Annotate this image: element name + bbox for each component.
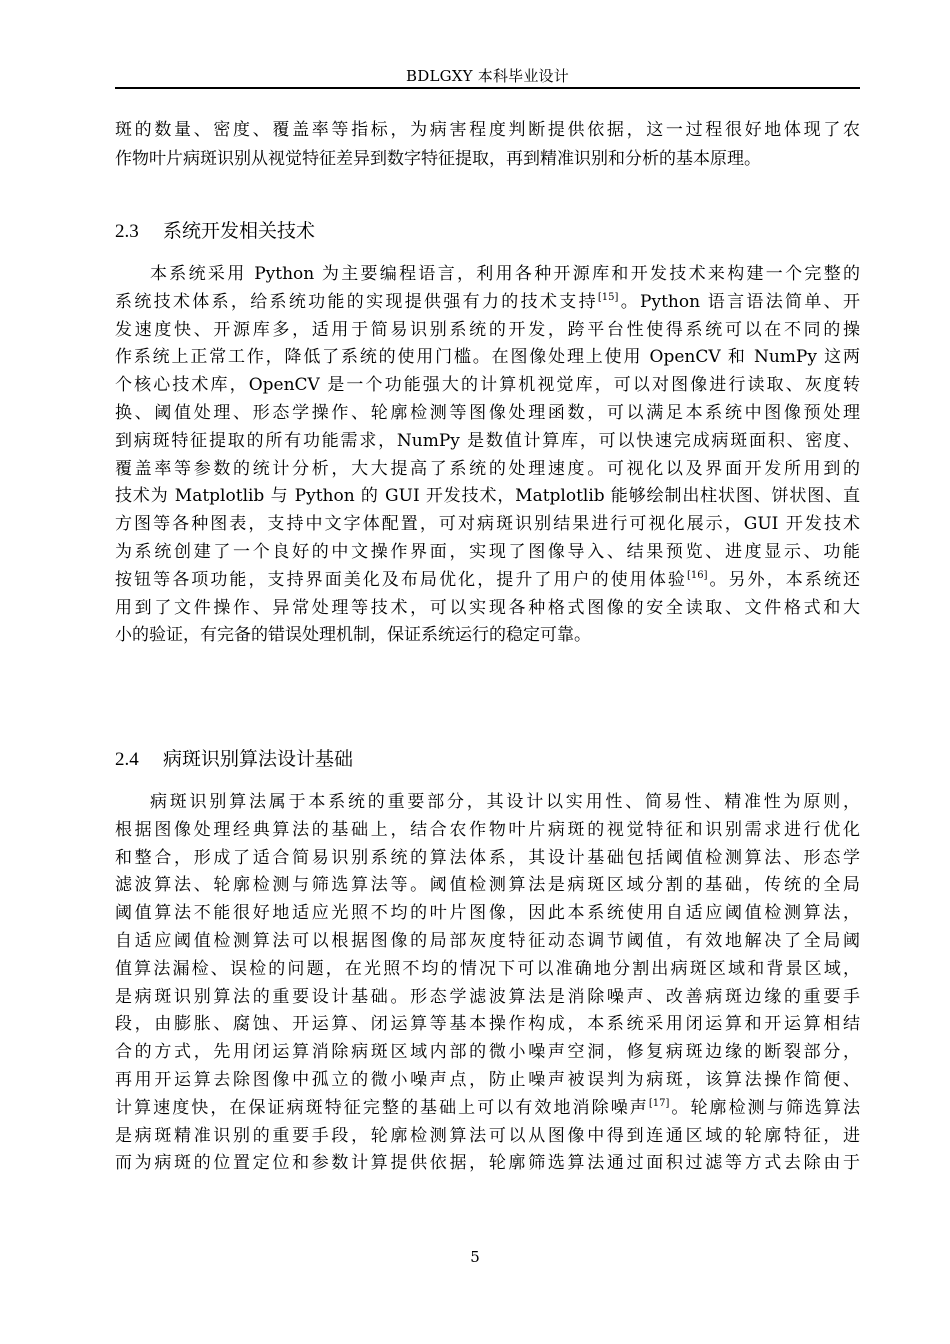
text-line: 和整合，形成了适合简易识别系统的算法体系，其设计基础包括阈值检测算法、形态学 <box>115 847 860 868</box>
section-number: 2.4 <box>115 749 139 770</box>
text-line: 发速度快、开源库多，适用于简易识别系统的开发，跨平台性使得系统可以在不同的操 <box>115 319 860 340</box>
section-number: 2.3 <box>115 221 139 242</box>
text-line: 自适应阈值检测算法可以根据图像的局部灰度特征动态调节阈值，有效地解决了全局阈 <box>115 931 860 951</box>
text-line: 作物叶片病斑识别从视觉特征差异到数字特征提取，再到精准识别和分析的基本原理。 <box>115 149 761 169</box>
text-line <box>115 1096 860 1120</box>
text-line: 合的方式，先用闭运算消除病斑区域内部的微小噪声空洞，修复病斑边缘的断裂部分， <box>115 1042 860 1063</box>
text-line: 而为病斑的位置定位和参数计算提供依据，轮廓筛选算法通过面积过滤等方式去除由于 <box>115 1153 860 1174</box>
text-line: 斑的数量、密度、覆盖率等指标，为病害程度判断提供依据，这一过程很好地体现了农 <box>115 120 860 140</box>
citation-marker: [16] <box>686 569 708 581</box>
text-line: 为系统创建了一个良好的中文操作界面，实现了图像导入、结果预览、进度显示、功能 <box>115 542 860 562</box>
line-text: 按钮等各项功能，支持界面美化及布局优化，提升了用户的使用体验 <box>115 569 687 590</box>
line-text: 系统技术体系，给系统功能的实现提供强有力的技术支持 <box>115 291 598 312</box>
citation-marker: [17] <box>648 1097 670 1109</box>
header-rule <box>115 87 860 89</box>
citation-marker: [15] <box>597 291 619 303</box>
section-heading-2-4 <box>115 746 353 773</box>
text-line <box>115 568 860 592</box>
text-line: 小的验证，有完备的错误处理机制，保证系统运行的稳定可靠。 <box>115 625 591 646</box>
text-line: 技术为 Matplotlib 与 Python 的 GUI 开发技术，Matplotlib 能够绘制出柱状图、饼状图、直 <box>115 486 860 507</box>
text-line: 是病斑精准识别的重要手段，轮廓检测算法可以从图像中得到连通区域的轮廓特征，进 <box>115 1125 860 1146</box>
line-text: 。轮廓检测与筛选算法 <box>669 1097 861 1118</box>
text-line: 作系统上正常工作，降低了系统的使用门槛。在图像处理上使用 OpenCV 和 NumPy 这两 <box>115 347 860 368</box>
text-line: 方图等各种图表，支持中文字体配置，可对病斑识别结果进行可视化展示，GUI 开发技术 <box>115 514 860 535</box>
page-number: 5 <box>470 1248 480 1266</box>
text-line: 病斑识别算法属于本系统的重要部分，其设计以实用性、简易性、精准性为原则， <box>150 792 860 812</box>
page-header: BDLGXY 本科毕业设计 <box>406 67 569 85</box>
line-text: 。Python 语言语法简单、开 <box>618 291 860 312</box>
text-line: 本系统采用 Python 为主要编程语言，利用各种开源库和开发技术来构建一个完整的 <box>150 264 860 284</box>
section-heading-2-3 <box>115 218 315 245</box>
text-line: 阈值算法不能很好地适应光照不均的叶片图像，因此本系统使用自适应阈值检测算法， <box>115 903 860 924</box>
section-title: 病斑识别算法设计基础 <box>163 748 354 770</box>
line-text: 。另外，本系统还 <box>707 569 861 590</box>
section-title: 系统开发相关技术 <box>163 220 316 242</box>
text-line: 个核心技术库，OpenCV 是一个功能强大的计算机视觉库，可以对图像进行读取、灰度转 <box>115 375 860 396</box>
text-line: 段，由膨胀、腐蚀、开运算、闭运算等基本操作构成，本系统采用闭运算和开运算相结 <box>115 1014 860 1035</box>
line-text: 计算速度快，在保证病斑特征完整的基础上可以有效地消除噪声 <box>115 1097 649 1118</box>
text-line: 覆盖率等参数的统计分析，大大提高了系统的处理速度。可视化以及界面开发所用到的 <box>115 458 860 479</box>
text-line: 滤波算法、轮廓检测与筛选算法等。阈值检测算法是病斑区域分割的基础，传统的全局 <box>115 875 860 896</box>
text-line: 根据图像处理经典算法的基础上，结合农作物叶片病斑的视觉特征和识别需求进行优化 <box>115 819 860 840</box>
text-line: 再用开运算去除图像中孤立的微小噪声点，防止噪声被误判为病斑，该算法操作简便、 <box>115 1070 860 1090</box>
text-line: 值算法漏检、误检的问题，在光照不均的情况下可以准确地分割出病斑区域和背景区域， <box>115 958 860 979</box>
text-line: 到病斑特征提取的所有功能需求，NumPy 是数值计算库，可以快速完成病斑面积、密度、 <box>115 430 860 451</box>
text-line: 是病斑识别算法的重要设计基础。形态学滤波算法是消除噪声、改善病斑边缘的重要手 <box>115 986 860 1007</box>
text-line: 换、阈值处理、形态学操作、轮廓检测等图像处理函数，可以满足本系统中图像预处理 <box>115 403 860 423</box>
text-line <box>115 290 860 314</box>
text-line: 用到了文件操作、异常处理等技术，可以实现各种格式图像的安全读取、文件格式和大 <box>115 597 860 618</box>
